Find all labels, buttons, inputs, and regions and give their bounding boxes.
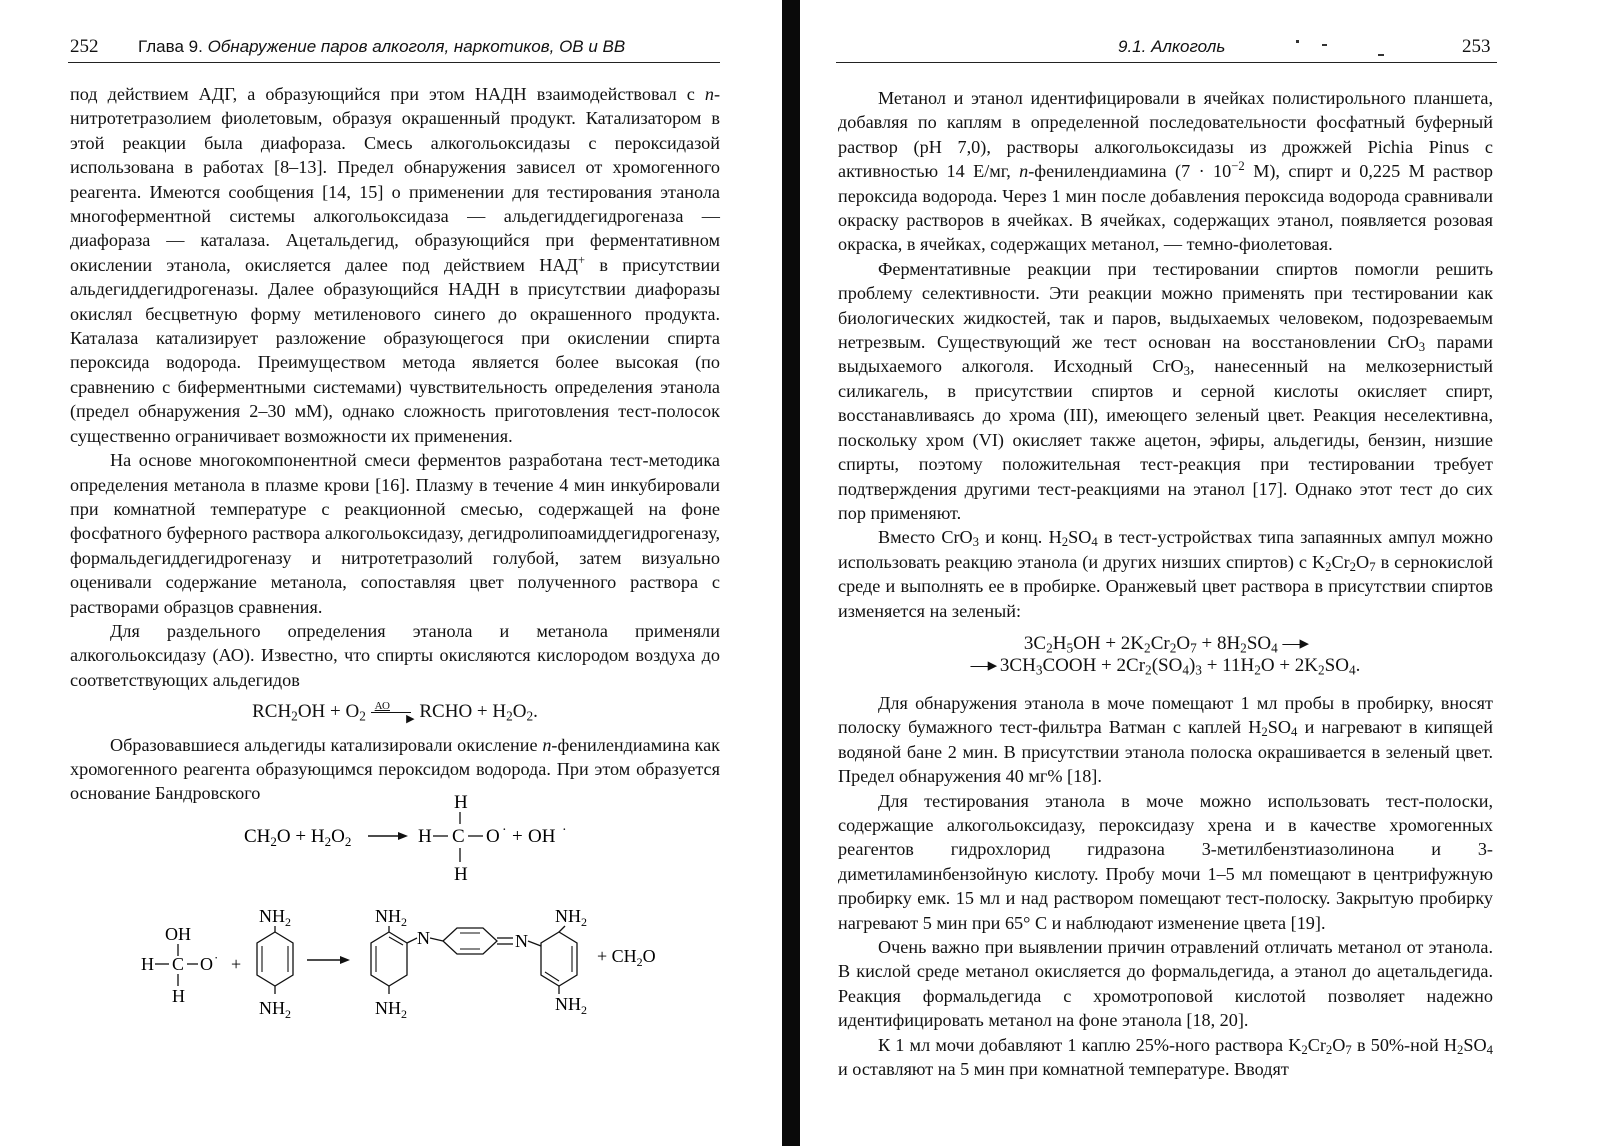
svg-text:O: O — [200, 954, 213, 974]
svg-text:N: N — [417, 928, 430, 948]
paragraph: На основе многокомпонентной смеси ферментов разработана тест-методика определения метанола в плазме крови [16]. Плазму в течение 4 мин инкубировали при комнатной температуре с реакционной смесью, содержащей на фоне фосфатного буферного раствора алкогольоксидазу, дегидролипоамиддегидрогеназу, формальдегиддегидрогеназу и нитротетразолий голубой, затем визуально оценивали содержание метанола, сопоставляя цвет полученного раствора с растворами образцов сравнения. — [70, 450, 720, 617]
svg-text:H: H — [141, 954, 154, 974]
svg-text:NH2: $NH_2$ — [259, 998, 291, 1018]
svg-text:H: H — [454, 792, 468, 813]
svg-text:H: H — [418, 826, 432, 847]
paragraph: Вместо CrO$_3$ и конц. $H_2SO_4$ в тест-устройствах типа запаянных ампул можно использовать реакцию этанола (и других низших спиртов) с $K_2Cr_2O_7$ в сернокислой среде и выполнять ее в пробирке. Оранжевый цвет раствора в присутствии спиртов изменяется на зеленый: — [838, 527, 1493, 621]
left-body-text — [70, 82, 720, 806]
paragraph: под действием АДГ, а образующийся при этом НАДН взаимодействовал с п-нитротетразолием фиолетовым, образуя окрашенный продукт. Катализатором в этой реакции была диафораза. Смесь алкогольоксидазы с пероксидазой использована в работах [8–13]. Предел обнаружения зависел от хромогенного реагента. Имеются сообщения [14, 15] о применении для тестирования этанола многоферментной системы алкогольоксидаза — альдегиддегидрогеназа — диафораза — каталаза. Ацетальдегид, образующийся при ферментативном окислении этанола, окисляется далее под действием НАД+ в присутствии альдегиддегидрогеназы. Далее образующийся НАДН в присутствии диафоразы окислял бесцветную форму метиленового синего до окрашенного продукта. Каталаза катализирует разложение образующегося при окислении спирта пероксида водорода. Преимуществом метода является более высокая (по сравнению с биферментными системами) чувствительность определения этанола (предел обнаружения 2–30 мМ), однако сложность приготовления тест-полосок существенно ограничивает возможности их применения. — [70, 84, 720, 446]
paragraph: Для раздельного определения этанола и метанола применяли алкогольоксидазу (АО). Известно, что спирты окисляются кислородом воздуха до соответствующих альдегидов — [70, 620, 720, 690]
svg-text:·: · — [562, 823, 567, 838]
left-page — [0, 0, 780, 1146]
svg-text:NH2: $NH_2$ — [375, 998, 407, 1018]
formaldehyde-peroxide-reaction — [240, 790, 580, 885]
svg-text:C: C — [172, 954, 185, 974]
chapter-heading — [138, 37, 625, 57]
svg-text:H: H — [454, 864, 468, 885]
book-gutter — [782, 0, 800, 1146]
svg-text:OH: OH — [528, 826, 556, 847]
svg-text:+: + — [512, 826, 523, 847]
svg-text:NH2: $NH_2$ — [259, 906, 291, 929]
section-title: 9.1. Алкоголь — [1118, 37, 1226, 56]
svg-text:C: C — [452, 826, 465, 847]
paragraph: Для тестирования этанола в моче можно использовать тест-полоски, содержащие алкогольоксидазу, пероксидазу хрена и в качестве хромогенных реагентов гидрохлорид гидразона 3-метилбензтиазолинона и 3-диметиламинбензойную кислоту. Пробу мочи 1–5 мл помещают в центрифужную пробирку емк. 15 мл и над раствором помещают тест-полоску. Закрытую пробирку нагревают 5 мин при 65° С и наблюдают изменение цвета [19]. — [838, 790, 1493, 933]
svg-text:+: + — [231, 954, 242, 974]
svg-text:CH2O + H2O2: $CH_2O + H_2O_2$ — [244, 826, 352, 849]
svg-text:O: O — [486, 826, 500, 847]
svg-text:NH2: $NH_2$ — [375, 906, 407, 929]
svg-text:OH: OH — [165, 924, 191, 944]
svg-text:N: N — [515, 931, 528, 951]
paragraph: Ферментативные реакции при тестировании спиртов помогли решить проблему селективности. Эти реакции можно применять при тестировании как биологических жидкостей, так и паров, выдыхаемых человеком, подозреваемым нетрезвым. Существующий же тест основан на восстановлении CrO$_3$ парами выдыхаемого алкоголя. Исходный CrO$_3$, нанесенный на мелкозернистый силикагель, в присутствии спиртов и серной кислоты окисляет спирт, восстанавливаясь до хрома (III), имеющего зеленый цвет. Реакция неселективна, поскольку хром (VI) окисляет также ацетон, эфиры, альдегиды, бензин, низшие спирты, поэтому положительная тест-реакция при тестировании требует подтверждения другими тест-реакциями на этанол [17]. Однако этот тест до сих пор применяют. — [838, 258, 1493, 523]
svg-text:·: · — [214, 950, 219, 965]
page-number-right: 253 — [1462, 36, 1491, 57]
page-number-left: 252 — [70, 36, 99, 57]
svg-text:+ CH2O: + $CH_2O$ — [597, 946, 656, 969]
paragraph: Метанол и этанол идентифицировали в ячейках полистирольного планшета, добавляя по каплям в определенной последовательности фосфатный буферный раствор (pH 7,0), растворы алкогольоксидазы из дрожжей Pichia Pinus с активностью 14 Е/мг, п-фенилендиамина ($7 \cdot 10^{-2}$ М), спирт и 0,225 М раствор пероксида водорода. Через 1 мин после добавления пероксида водорода сравнивали окраску растворов в ячейках. В ячейках, содержащих этанол, появляется розовая окраска, в ячейках, содержащих метанол, — темно-фиолетовая. — [838, 88, 1494, 255]
svg-text:NH2: $NH_2$ — [555, 906, 587, 929]
svg-text:·: · — [502, 823, 507, 838]
header-rule-left — [68, 62, 720, 63]
svg-text:NH2: $NH_2$ — [555, 994, 587, 1017]
paragraph: Для обнаружения этанола в моче помещают 1 мл пробы в пробирку, вносят полоску бумажного тест-фильтра Ватман с каплей $H_2SO_4$ и нагревают в кипящей водяной бане 2 мин. В присутствии этанола полоска окрашивается в зеленый цвет. Предел обнаружения 40 мг% [18]. — [838, 692, 1493, 787]
paragraph: Образовавшиеся альдегиды катализировали окисление п-фенилендиамина как хромогенного реагента образующимся пероксидом водорода. При этом образуется основание Бандровского — [70, 734, 720, 804]
bandrowski-base-reaction — [135, 898, 695, 1018]
chapter-title: Обнаружение паров алкоголя, наркотиков, ОВ и ВВ — [207, 37, 626, 56]
paragraph: К 1 мл мочи добавляют 1 каплю 25%-ного раствора $K_2Cr_2O_7$ в 50%-ной $H_2SO_4$ и оставляют на 5 мин при комнатной температуре. Вводят — [838, 1034, 1493, 1080]
right-page — [800, 0, 1601, 1146]
paragraph: Очень важно при выявлении причин отравлений отличать метанол от этанола. В кислой среде метанол окисляется до формальдегида, а этанол до ацетальдегида. Реакция формальдегида с хромотроповой кислотой позволяет надежно идентифицировать метанол на фоне этанола [18, 20]. — [838, 937, 1493, 1031]
header-rule-right — [836, 62, 1497, 63]
equation-alcohol-oxidation: $RCH_2OH + O_2$ АО ▶ RCHO + $H_2O_2$. — [252, 699, 538, 725]
svg-text:H: H — [172, 986, 185, 1006]
equation-dichromate: $3C_2H_5OH + 2K_2Cr_2O_7 + 8H_2SO_4$ —▸ —▸ $3CH_3COOH + 2Cr_2(SO_4)_3 + 11H_2O + 2K_2SO_4$. — [970, 632, 1361, 678]
chapter-label: Глава 9. — [138, 37, 203, 56]
right-body-text — [838, 86, 1493, 1081]
